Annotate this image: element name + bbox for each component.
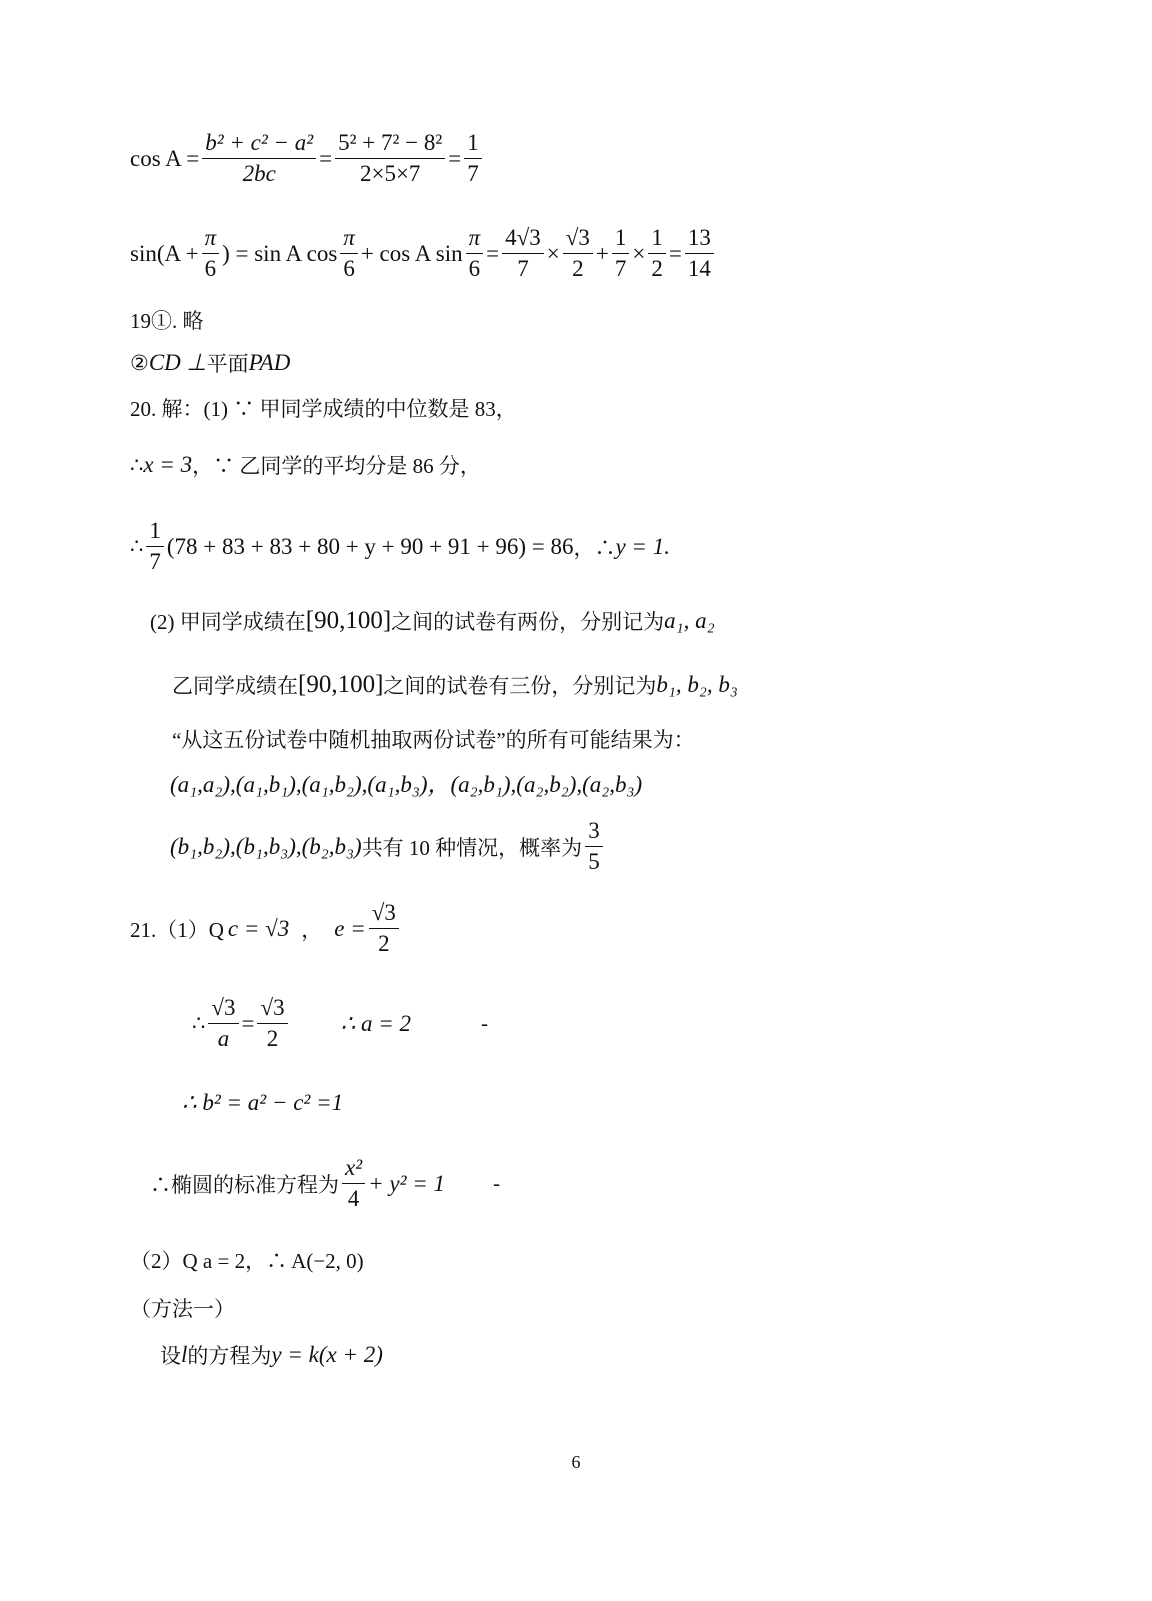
page-number: 6 — [571, 1452, 581, 1472]
q21-line3: ∴ b² = a² − c² =1 — [182, 1090, 344, 1115]
q20-line7: (a₁,a₂),(a₁,b₁),(a₁,b₂),(a₁,b₃)，(a₂,b₁),(a₂,b₂),(a₂,b₃) — [170, 772, 643, 797]
frac: $\frac{1}{7}$ — [464, 130, 482, 188]
q20-line4: (2) 甲同学成绩在 [90,100] 之间的试卷有两份，分别记为 a₁, a₂ — [150, 607, 715, 634]
frac: $\frac{\text{5² + 7² − 8²}}{2\times 5\times 7}$ — [335, 130, 445, 188]
q21-line7: 设 l 的方程为 y = k(x + 2) — [160, 1342, 383, 1368]
frac: $\frac{\text{b² + c² − a²}}{2bc}$ — [202, 130, 316, 188]
q20-line8: (b₁,b₂),(b₁,b₃),(b₂,b₃) 共有 10 种情况，概率为 $\frac{3}{5}$ — [170, 818, 606, 876]
q20-line2: ∴ x = 3 ，∵ 乙同学的平均分是 86 分， — [130, 452, 481, 478]
q19-part2: ② CD ⊥ 平面 PAD — [130, 350, 291, 376]
q21-line2: ∴ $\frac{√3}{a}$ = $\frac{√3}{2}$ ∴ a = 2 - — [192, 995, 489, 1052]
q21-line6: （方法一） — [130, 1297, 235, 1321]
q21-line4: ∴椭圆的标准方程为 $\frac{\text{x²}}{4}$ + y² = 1 - — [150, 1155, 501, 1212]
q21-line5: （2）Q a = 2，∴ A(−2, 0) — [130, 1249, 364, 1273]
eq-cosA: cos A = $\frac{\text{b² + c² − a²}}{2bc}$ = $\frac{\text{5² + 7² − 8²}}{2\times 5\times 7}$ = $\frac{1}{7}$ — [130, 130, 485, 188]
q20-line6: “从这五份试卷中随机抽取两份试卷”的所有可能结果为： — [172, 728, 695, 752]
q20-line1: 20. 解：(1) ∵ 甲同学成绩的中位数是 83， — [130, 397, 517, 421]
eq-sin: sin(A + $\frac{\pi}{6}$ ) = sin A cos $\frac{\pi}{6}$ + cos A sin $\frac{\pi}{6}$ = $\frac{4√3}{7}$ × $\frac{√3}{2}$ + $\frac{1}{7}$ × $\frac{1}{2}$ = $\frac{13}{14}$ — [130, 225, 717, 283]
q20-line3: ∴ $\frac{1}{7}$ (78 + 83 + 83 + 80 + y + 90 + 91 + 96) = 86 ，∴ y = 1. — [130, 518, 670, 575]
q19-part1: 19①. 略 — [130, 309, 204, 333]
q21-line1: 21.（1）Q c = √3 ， e = $\frac{√3}{2}$ — [130, 900, 402, 958]
q20-line5: 乙同学成绩在 [90,100] 之间的试卷有三份，分别记为 b₁, b₂, b₃ — [172, 671, 738, 698]
